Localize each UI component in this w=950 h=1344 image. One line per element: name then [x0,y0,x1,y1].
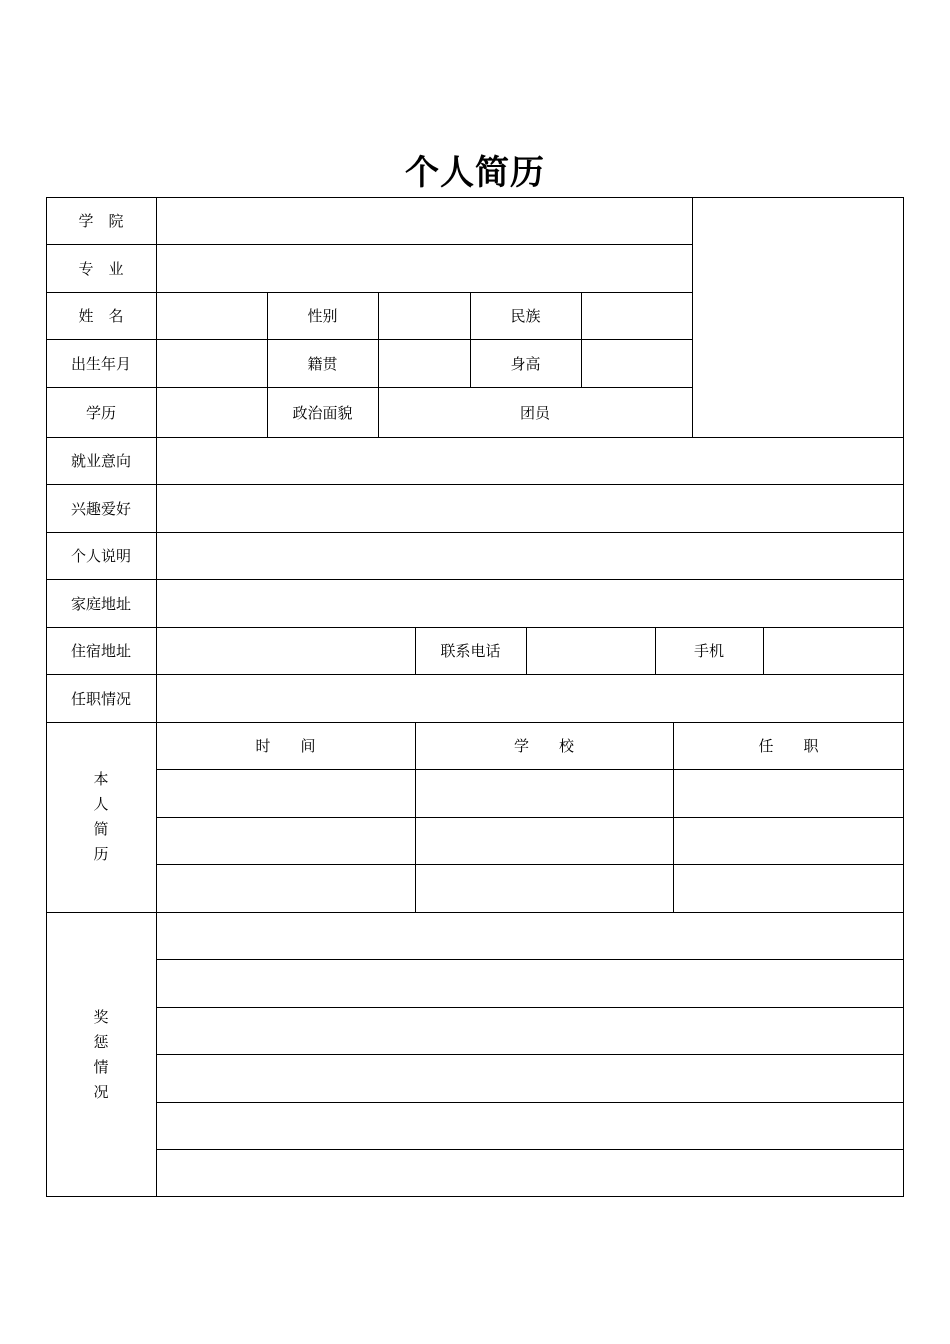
awards-row-cell[interactable] [157,913,903,959]
education-value-cell[interactable] [157,388,267,437]
job-intention-value-cell[interactable] [157,438,903,484]
resume-school-cell[interactable] [416,818,673,864]
birth-label: 出生年月 [70,354,131,373]
major-label: 专 业 [78,259,124,278]
resume-school-cell[interactable] [416,865,673,912]
resume-label-char: 历 [93,845,109,863]
resume-form-table [46,197,904,1197]
resume-label-char: 人 [93,795,109,813]
resume-header-school: 学 校 [513,737,574,755]
native-place-label: 籍贯 [307,354,338,373]
personal-statement-label: 个人说明 [70,547,131,565]
awards-label-char: 况 [93,1082,109,1101]
resume-position-cell[interactable] [674,818,903,864]
dorm-address-value-cell[interactable] [157,628,415,674]
name-value-cell[interactable] [157,293,267,339]
awards-label-char: 情 [93,1057,109,1076]
name-label: 姓 名 [78,307,124,325]
resume-time-cell[interactable] [157,818,415,864]
resume-school-cell[interactable] [416,770,673,817]
resume-time-cell[interactable] [157,865,415,912]
political-status-value: 团员 [519,403,550,422]
hobbies-value-cell[interactable] [157,485,903,532]
resume-section-label [46,722,156,912]
ethnicity-label: 民族 [510,307,541,325]
resume-position-cell[interactable] [674,770,903,817]
college-label: 学 院 [78,212,124,230]
native-place-value-cell[interactable] [379,340,470,387]
education-label: 学历 [85,403,116,422]
phone-value-cell[interactable] [527,628,655,674]
awards-row-cell[interactable] [157,1055,903,1102]
border-right [903,197,904,1197]
job-intention-label: 就业意向 [70,452,131,470]
awards-section-label [46,912,156,1197]
photo-box[interactable] [693,198,903,437]
hobbies-label: 兴趣爱好 [70,499,131,518]
awards-row-cell[interactable] [157,1103,903,1149]
resume-position-cell[interactable] [674,865,903,912]
resume-time-cell[interactable] [157,770,415,817]
dorm-address-label: 住宿地址 [70,642,131,660]
phone-label: 联系电话 [440,642,501,660]
awards-row-cell[interactable] [157,1008,903,1054]
gender-value-cell[interactable] [379,293,470,339]
awards-label-char: 惩 [93,1032,109,1051]
home-address-label: 家庭地址 [70,594,131,613]
height-label: 身高 [510,354,541,373]
positions-value-cell[interactable] [157,675,903,722]
resume-header-time: 时 间 [255,737,316,755]
gender-label: 性别 [307,307,338,325]
mobile-label: 手机 [693,642,724,660]
personal-statement-value-cell[interactable] [157,533,903,579]
height-value-cell[interactable] [582,340,692,387]
college-value-cell[interactable] [157,198,692,244]
major-value-cell[interactable] [157,245,692,292]
ethnicity-value-cell[interactable] [582,293,692,339]
resume-label-char: 简 [93,820,109,838]
border-bottom [46,1196,904,1197]
political-status-label: 政治面貌 [292,403,353,422]
awards-row-cell[interactable] [157,960,903,1007]
awards-row-cell[interactable] [157,1150,903,1196]
awards-label-char: 奖 [93,1007,109,1026]
home-address-value-cell[interactable] [157,580,903,627]
birth-value-cell[interactable] [157,340,267,387]
mobile-value-cell[interactable] [764,628,903,674]
resume-label-char: 本 [93,770,109,788]
resume-header-position: 任 职 [758,737,819,755]
positions-label: 任职情况 [70,689,131,708]
page-title: 个人简历 [405,153,545,193]
